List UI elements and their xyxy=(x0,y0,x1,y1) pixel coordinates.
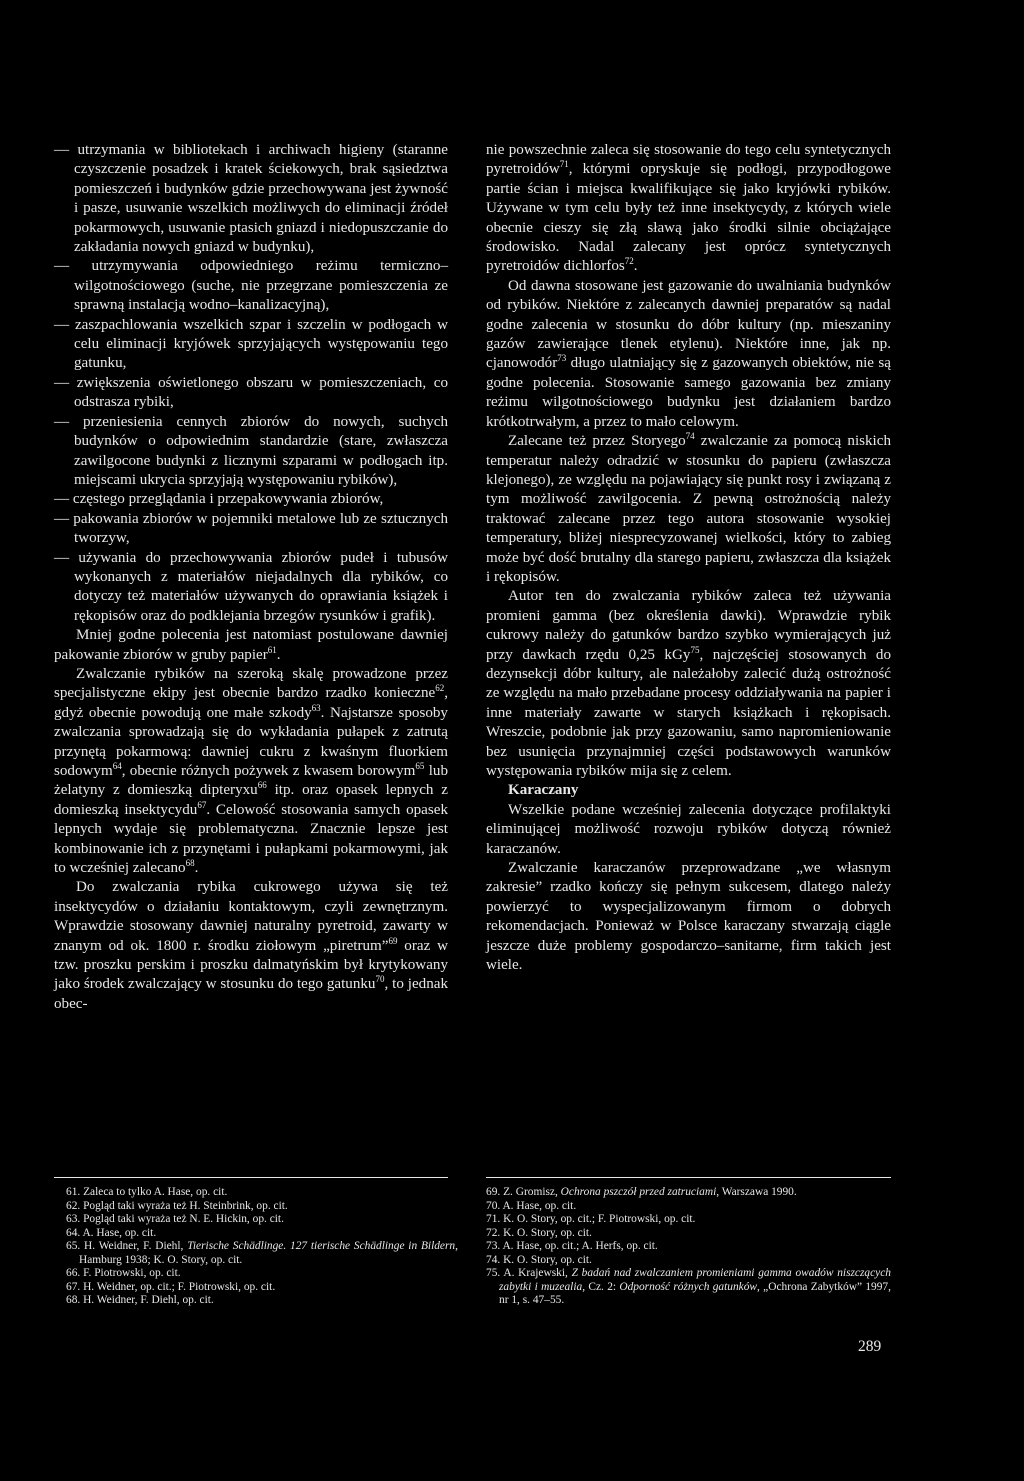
paragraph: — zaszpachlowania wszelkich szpar i szczelin w podłogach w celu eliminacji kryjówek sprzyjających występowaniu tego gatunku, xyxy=(54,316,448,372)
paragraph: — utrzymywania odpowiedniego reżimu termiczno–wilgotnościowego (suche, nie przegrzane pomieszczenia ze sprawną instalacją wodno–kanalizacyjną), xyxy=(54,258,448,314)
paragraph: Autor ten do zwalczania rybików zaleca też używania promieni gamma (bez określenia dawki). Wprawdzie rybik cukrowy należy do gatunków bardzo szybko wymierających już przy dawkach rzędu 0,25 kGy$^{75}$, najczęściej stosowanych do dezynsekcji dóbr kultury, ale należałoby zalecić dużą ostrożność ze względu na mało przebadane procesy oddziaływania na papier i inne materiały zawarte w starych książkach i rękopisach. Wreszcie, podobnie jak przy gazowaniu, samo napromieniowanie bez usunięcia przynajmniej części podstawowych warunków występowania rybików mija się z celem. xyxy=(486,588,892,779)
footnote-rule-left xyxy=(54,1177,448,1178)
paragraph: Do zwalczania rybika cukrowego używa się też insektycydów o działaniu kontaktowym, czyli zewnętrznym. Wprawdzie stosowany dawniej naturalny pyretroid, zawarty w znanym od ok. 1800 r. środku ziołowym „piretrum”$^{69}$ oraz w tzw. proszku perskim i proszku dalmatyńskim był krytykowany jako środek zwalczający w stosunku do tego gatunku$^{70}$, to jednak obec- xyxy=(54,879,449,1012)
footnote: 67. H. Weidner, op. cit.; F. Piotrowski, op. cit. xyxy=(66,1280,276,1293)
paragraph: — utrzymania w bibliotekach i archiwach higieny (staranne czyszczenie posadzek i kratek ściekowych, brak sąsiedztwa pomieszczeń i budynków gdzie przechowywana jest żywność i pasze, usuwanie wszelkich możliwych do eliminacji źródeł pokarmowych, usuwanie ptasich gniazd i niedopuszczanie do zakładania nowych gniazd w budynku), xyxy=(54,142,448,256)
footnote: 75. A. Krajewski, Z badań nad zwalczaniem promieniami gamma owadów niszczących zabytki i muzealia, Cz. 2: Odporność różnych gatunków, „Ochrona Zabytków” 1997, nr 1, s. 47–55. xyxy=(486,1267,891,1306)
footnote: 63. Pogląd taki wyraża też N. E. Hickin, op. cit. xyxy=(66,1213,284,1225)
right-column-body xyxy=(486,141,891,781)
footnote: 65. H. Weidner, F. Diehl, Tierische Schädlinge. 127 tierische Schädlinge in Bildern, Hamburg 1938; K. O. Story, op. cit. xyxy=(66,1240,458,1266)
paragraph: — używania do przechowywania zbiorów pudeł i tubusów wykonanych z materiałów niejadalnych dla rybików, co dotyczy też materiałów używanych do oprawiania książek i rękopisów oraz do podklejania brzegów rysunków i grafik). xyxy=(54,549,448,624)
footnote: 74. K. O. Story, op. cit. xyxy=(486,1253,592,1266)
paragraph: — pakowania zbiorów w pojemniki metalowe lub ze sztucznych tworzyw, xyxy=(54,510,448,547)
paragraph: Zalecane też przez Storyego$^{74}$ zwalczanie za pomocą niskich temperatur należy odradzić w stosunku do papieru (zwłaszcza klejonego), ze względu na pojawiający się punkt rosy i związaną z tym możliwość zawilgocenia. Z pewną ostrożnością należy traktować zalecane przez tego autora stosowanie wysokiej temperatury, bliżej niesprecyzowanej wielkości, który to zabieg może być dość brutalny dla starego papieru, zwłaszcza dla książek i rękopisów. xyxy=(486,431,891,585)
footnote: 73. A. Hase, op. cit.; A. Herfs, op. cit. xyxy=(486,1240,658,1252)
footnote: 66. F. Piotrowski, op. cit. xyxy=(66,1267,181,1279)
right-column-karaczany-body xyxy=(486,801,891,976)
footnote: 62. Pogląd taki wyraża też H. Steinbrink, op. cit. xyxy=(66,1199,288,1212)
paragraph: — częstego przeglądania i przepakowywania zbiorów, xyxy=(54,491,384,508)
footnotes-left xyxy=(66,1186,458,1308)
footnote: 70. A. Hase, op. cit. xyxy=(486,1199,577,1212)
paragraph: Mniej godne polecenia jest natomiast postulowane dawniej pakowanie zbiorów w gruby papier$^{61}$. xyxy=(54,627,448,663)
paragraph: — zwiększenia oświetlonego obszaru w pomieszczeniach, co odstrasza rybiki, xyxy=(54,374,448,411)
section-heading-karaczany: Karaczany xyxy=(508,782,579,799)
paragraph: nie powszechnie zaleca się stosowanie do tego celu syntetycznych pyretroidów$^{71}$, którymi opryskuje się podłogi, przypodłogowe partie ścian i miejsca kwalifikujące się jako kryjówki rybików. Używane w tym celu były też inne insektycydy, z których wiele obecnie cieszy się złą sławą jako środki silnie obciążające środowisko. Nadal zalecany jest oprócz syntetycznych pyretroidów dichlorfos$^{72}$. xyxy=(486,142,891,275)
paragraph: — przeniesienia cennych zbiorów do nowych, suchych budynków o odpowiednim standardzie (stare, zwłaszcza zawilgocone budynki z licznymi szparami w podłogach itp. miejscami ukrycia sprzyjają występowaniu rybików), xyxy=(54,413,448,488)
paragraph: Zwalczanie karaczanów przeprowadzane „we własnym zakresie” rzadko kończy się pełnym sukcesem, dlatego należy powierzyć to wyspecjalizowanym firmom o dobrych rekomendacjach. Ponieważ w Polsce karaczany stwarzają ciągle jeszcze duże problemy gospodarczo–sanitarne, firm takich jest wiele. xyxy=(486,860,891,974)
paragraph: Zwalczanie rybików na szeroką skalę prowadzone przez specjalistyczne ekipy jest obecnie bardzo rzadko konieczne$^{62}$, gdyż obecnie powodują one małe szkody$^{63}$. Najstarsze sposoby zwalczania sprowadzają się do wykładania pułapek z zatrutą przynętą pokarmową: dawniej cukru z kwaśnym fluorkiem sodowym$^{64}$, obecnie różnych pożywek z kwasem borowym$^{65}$ lub żelatyny z domieszką dipteryxu$^{66}$ itp. oraz opasek lepnych z domieszką insektycydu$^{67}$. Celowość stosowania samych opasek lepnych wydaje się problematyczna. Znacznie lepsze jest kombinowanie ich z przynętami i pułapkami pokarmowymi, jak to wcześniej zalecano$^{68}$. xyxy=(54,665,448,877)
footnote: 68. H. Weidner, F. Diehl, op. cit. xyxy=(66,1294,214,1306)
page-number: 289 xyxy=(858,1338,882,1355)
footnote-rule-right xyxy=(486,1177,891,1178)
right-text-column xyxy=(486,141,891,975)
footnote: 69. Z. Gromisz, Ochrona pszczół przed zatruciami, Warszawa 1990. xyxy=(486,1186,797,1198)
footnotes-right xyxy=(486,1186,891,1308)
paragraph: Od dawna stosowane jest gazowanie do uwalniania budynków od rybików. Niektóre z zalecanych dawniej preparatów są nadal godne zalecenia w stosunku do dóbr kultury (np. mieszaniny gazów zawierające tlenek etylenu). Niektóre inne, jak np. cjanowodór$^{73}$ długo ulatniający się z gazowanych obiektów, nie są godne polecenia. Stosowanie samego gazowania bez zmiany reżimu wilgotnościowego budynku jest działaniem bardzo krótkotrwałym, a przez to mało celowym. xyxy=(486,277,891,430)
left-text-column xyxy=(54,141,448,1014)
footnote: 64. A. Hase, op. cit. xyxy=(66,1226,157,1239)
footnote: 71. K. O. Story, op. cit.; F. Piotrowski, op. cit. xyxy=(486,1213,696,1225)
paragraph: Wszelkie podane wcześniej zalecenia dotyczące profilaktyki eliminującej możliwość rozwoju rybików dotyczą również karaczanów. xyxy=(486,801,891,857)
footnote: 61. Zaleca to tylko A. Hase, op. cit. xyxy=(66,1186,228,1198)
footnote: 72. K. O. Story, op. cit. xyxy=(486,1226,592,1239)
